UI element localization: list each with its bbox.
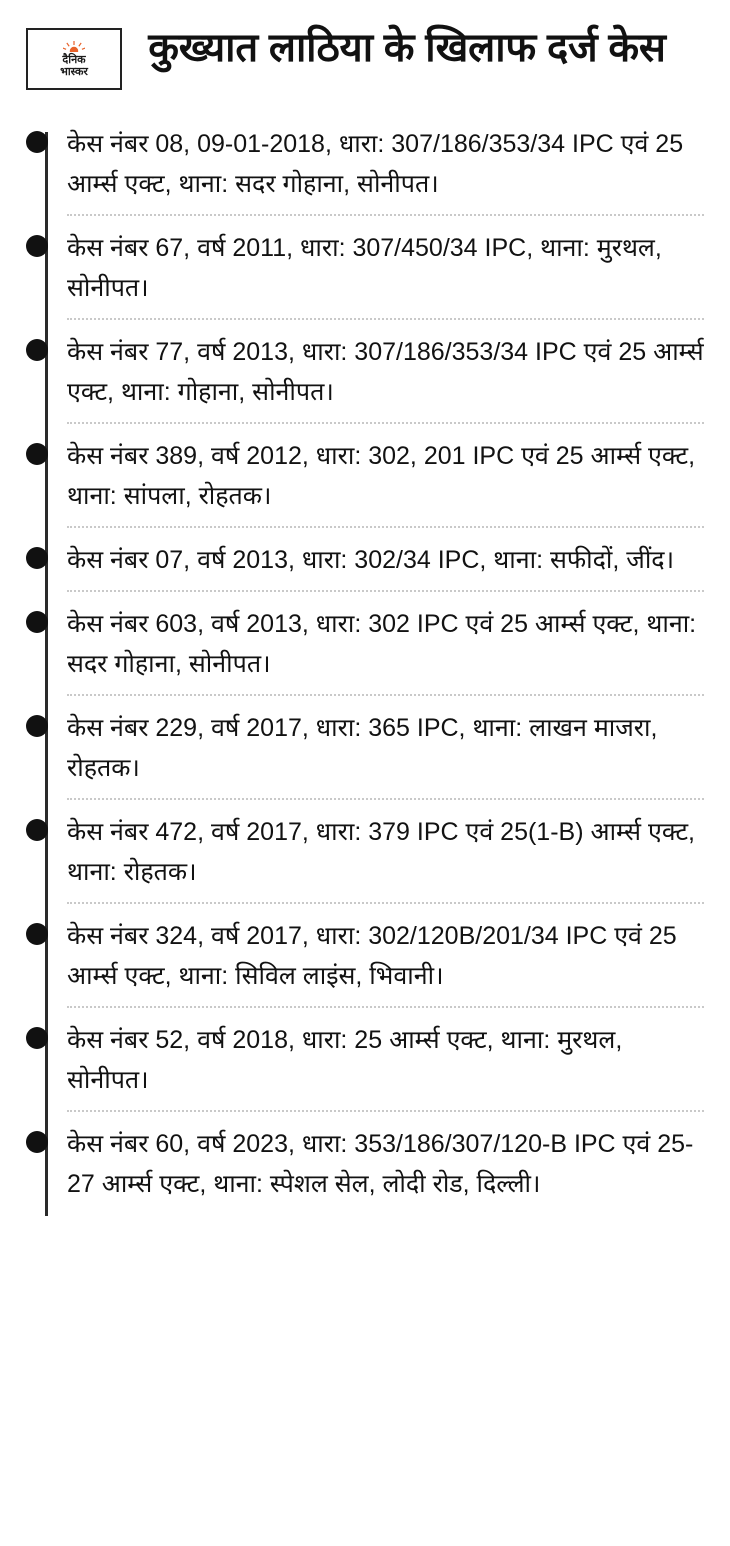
sun-icon <box>63 41 85 52</box>
list-item <box>0 708 704 812</box>
item-divider <box>67 214 704 216</box>
list-item <box>0 604 704 708</box>
bullet-icon <box>26 443 48 465</box>
case-text: केस नंबर 603, वर्ष 2013, धारा: 302 IPC एवं 25 आर्म्स एक्ट, थाना: सदर गोहाना, सोनीपत। <box>67 610 697 678</box>
item-divider <box>67 590 704 592</box>
header <box>0 0 730 90</box>
list-item <box>0 124 704 228</box>
publisher-logo <box>26 28 122 90</box>
list-item-body <box>48 708 704 812</box>
item-divider <box>67 526 704 528</box>
case-text: केस नंबर 229, वर्ष 2017, धारा: 365 IPC, थाना: लाखन माजरा, रोहतक। <box>67 714 658 782</box>
bullet-icon <box>26 339 48 361</box>
bullet-icon <box>26 819 48 841</box>
list-item <box>0 332 704 436</box>
item-divider <box>67 422 704 424</box>
case-text: केस नंबर 67, वर्ष 2011, धारा: 307/450/34 IPC, थाना: मुरथल, सोनीपत। <box>67 234 662 302</box>
case-text: केस नंबर 324, वर्ष 2017, धारा: 302/120B/201/34 IPC एवं 25 आर्म्स एक्ट, थाना: सिविल लाइंस, भिवानी। <box>67 922 677 990</box>
case-text: केस नंबर 389, वर्ष 2012, धारा: 302, 201 IPC एवं 25 आर्म्स एक्ट, थाना: सांपला, रोहतक। <box>67 442 696 510</box>
bullet-icon <box>26 611 48 633</box>
item-divider <box>67 1110 704 1112</box>
item-divider <box>67 694 704 696</box>
case-text: केस नंबर 08, 09-01-2018, धारा: 307/186/353/34 IPC एवं 25 आर्म्स एक्ट, थाना: सदर गोहाना, सोनीपत। <box>67 130 684 198</box>
bullet-icon <box>26 1131 48 1153</box>
list-item-body <box>48 812 704 916</box>
list-item <box>0 812 704 916</box>
bullet-icon <box>26 131 48 153</box>
list-item <box>0 228 704 332</box>
bullet-icon <box>26 235 48 257</box>
bullet-icon <box>26 923 48 945</box>
list-item <box>0 1124 704 1226</box>
list-item <box>0 1020 704 1124</box>
page-title: कुख्यात लाठिया के खिलाफ दर्ज केस <box>148 26 666 70</box>
case-text: केस नंबर 52, वर्ष 2018, धारा: 25 आर्म्स एक्ट, थाना: मुरथल, सोनीपत। <box>67 1026 623 1094</box>
item-divider <box>67 318 704 320</box>
list-item <box>0 436 704 540</box>
list-item-body <box>48 436 704 540</box>
list-item-body <box>48 604 704 708</box>
logo-text-line2: भास्कर <box>60 65 88 78</box>
bullet-icon <box>26 715 48 737</box>
list-item-body <box>48 540 704 604</box>
list-item-body <box>48 228 704 332</box>
list-item-body <box>48 916 704 1020</box>
case-text: केस नंबर 77, वर्ष 2013, धारा: 307/186/353/34 IPC एवं 25 आर्म्स एक्ट, थाना: गोहाना, सोनीपत। <box>67 338 704 406</box>
item-divider <box>67 798 704 800</box>
bullet-icon <box>26 1027 48 1049</box>
case-text: केस नंबर 60, वर्ष 2023, धारा: 353/186/307/120-B IPC एवं 25-27 आर्म्स एक्ट, थाना: स्पेशल सेल, लोदी रोड, दिल्ली। <box>67 1130 694 1198</box>
item-divider <box>67 1006 704 1008</box>
list-item <box>0 916 704 1020</box>
logo-text-line1: दैनिक <box>62 53 86 66</box>
list-item-body <box>48 124 704 228</box>
case-list <box>0 124 730 1226</box>
item-divider <box>67 902 704 904</box>
list-item-body <box>48 1020 704 1124</box>
case-text: केस नंबर 472, वर्ष 2017, धारा: 379 IPC एवं 25(1-B) आर्म्स एक्ट, थाना: रोहतक। <box>67 818 695 886</box>
list-item-body <box>48 1124 704 1226</box>
list-item <box>0 540 704 604</box>
bullet-icon <box>26 547 48 569</box>
list-item-body <box>48 332 704 436</box>
case-text: केस नंबर 07, वर्ष 2013, धारा: 302/34 IPC, थाना: सफीदों, जींद। <box>67 546 675 574</box>
